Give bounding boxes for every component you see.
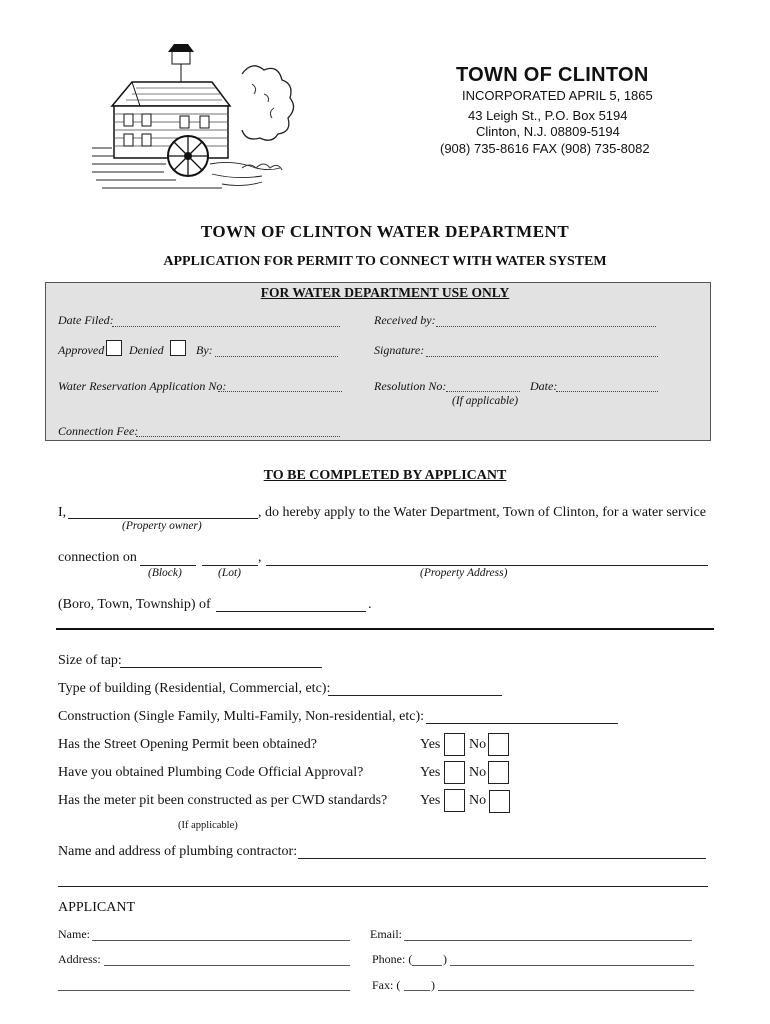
yes-label-1: Yes	[420, 737, 441, 752]
building-type-line[interactable]	[328, 695, 502, 696]
connection-fee-label: Connection Fee:	[58, 424, 139, 438]
received-by-label: Received by:	[374, 313, 436, 327]
resolution-if-applicable: (If applicable)	[452, 395, 519, 407]
property-address-caption: (Property Address)	[420, 567, 508, 579]
no-checkbox-2[interactable]	[488, 761, 509, 784]
phone-line[interactable]	[450, 965, 694, 966]
resolution-no-line[interactable]	[446, 391, 520, 392]
page-subtitle: APPLICATION FOR PERMIT TO CONNECT WITH WATER SYSTEM	[163, 254, 607, 269]
yes-checkbox-2[interactable]	[444, 761, 465, 784]
reservation-no-label: Water Reservation Application No:	[58, 379, 227, 393]
boro-line[interactable]	[216, 611, 366, 612]
lot-line[interactable]	[202, 565, 258, 566]
no-checkbox-1[interactable]	[488, 733, 509, 756]
boro-label: (Boro, Town, Township) of	[58, 597, 211, 612]
construction-line[interactable]	[426, 723, 618, 724]
section-divider	[56, 628, 714, 630]
block-caption: (Block)	[148, 567, 182, 579]
apply-text: , do hereby apply to the Water Department, Town of Clinton, for a water service	[258, 505, 706, 520]
question-meter-pit: Has the meter pit been constructed as per CWD standards?	[58, 793, 388, 808]
street-address: 43 Leigh St., P.O. Box 5194	[468, 108, 628, 123]
date-filed-label: Date Filed:	[58, 313, 114, 327]
size-of-tap-label: Size of tap:	[58, 653, 122, 668]
block-line[interactable]	[140, 565, 196, 566]
fax-area-line[interactable]	[404, 990, 430, 991]
by-label: By:	[196, 343, 213, 357]
size-of-tap-line[interactable]	[120, 667, 322, 668]
i-label: I,	[58, 505, 67, 520]
construction-label: Construction (Single Family, Multi-Family, Non-residential, etc):	[58, 709, 425, 724]
fax-label: Fax: (	[372, 978, 401, 992]
yes-label-3: Yes	[420, 793, 441, 808]
plumber-label: Name and address of plumbing contractor:	[58, 844, 298, 859]
address-line[interactable]	[104, 965, 350, 966]
question-street-permit: Has the Street Opening Permit been obtained?	[58, 737, 317, 752]
yes-checkbox-1[interactable]	[444, 733, 465, 756]
phone-label: Phone: (	[372, 952, 413, 966]
property-owner-line[interactable]	[68, 518, 258, 519]
office-use-heading: FOR WATER DEPARTMENT USE ONLY	[260, 285, 510, 300]
phone-fax: (908) 735-8616 FAX (908) 735-8082	[440, 141, 650, 156]
yes-checkbox-3[interactable]	[444, 789, 465, 812]
phone-area-line[interactable]	[412, 965, 442, 966]
applicant-section-heading: TO BE COMPLETED BY APPLICANT	[263, 468, 507, 483]
connection-fee-line[interactable]	[136, 436, 340, 437]
plumber-line[interactable]	[298, 858, 706, 859]
mill-illustration	[92, 44, 300, 196]
town-name: TOWN OF CLINTON	[456, 64, 649, 86]
city-address: Clinton, N.J. 08809-5194	[476, 124, 620, 139]
name-line[interactable]	[92, 940, 350, 941]
property-address-line[interactable]	[266, 565, 708, 566]
approved-label: Approved	[58, 343, 105, 357]
yes-label-2: Yes	[420, 765, 441, 780]
property-owner-caption: (Property owner)	[122, 520, 202, 532]
applicant-heading: APPLICANT	[58, 900, 136, 915]
connection-on-label: connection on	[58, 550, 137, 565]
connection-comma: ,	[258, 550, 262, 565]
page-title: TOWN OF CLINTON WATER DEPARTMENT	[200, 222, 570, 241]
phone-close-paren: )	[443, 952, 447, 966]
name-label: Name:	[58, 927, 90, 941]
received-by-line[interactable]	[436, 326, 656, 327]
date-line[interactable]	[556, 391, 658, 392]
address-label: Address:	[58, 952, 101, 966]
signature-line[interactable]	[426, 356, 658, 357]
fax-close-paren: )	[431, 978, 435, 992]
no-checkbox-3[interactable]	[489, 790, 510, 813]
question-plumbing-approval: Have you obtained Plumbing Code Official Approval?	[58, 765, 364, 780]
address-line-2[interactable]	[58, 990, 350, 991]
signature-label: Signature:	[374, 343, 425, 357]
resolution-no-label: Resolution No:	[374, 379, 447, 393]
date-label: Date:	[530, 379, 558, 393]
by-line[interactable]	[215, 356, 338, 357]
no-label-2: No	[469, 765, 487, 780]
reservation-no-line[interactable]	[218, 391, 342, 392]
lot-caption: (Lot)	[218, 567, 241, 579]
plumber-line-2[interactable]	[58, 886, 708, 887]
building-type-label: Type of building (Residential, Commercial, etc):	[58, 681, 331, 696]
incorporated-date: INCORPORATED APRIL 5, 1865	[462, 88, 653, 103]
email-label: Email:	[370, 927, 402, 941]
office-use-box	[45, 282, 711, 441]
boro-period: .	[368, 597, 372, 612]
meter-pit-if-applicable: (If applicable)	[178, 820, 238, 831]
email-line[interactable]	[404, 940, 692, 941]
denied-label: Denied	[129, 343, 164, 357]
no-label-1: No	[469, 737, 487, 752]
approved-checkbox[interactable]	[106, 340, 122, 356]
date-filed-line[interactable]	[112, 326, 340, 327]
denied-checkbox[interactable]	[170, 340, 186, 356]
no-label-3: No	[469, 793, 487, 808]
fax-line[interactable]	[438, 990, 694, 991]
